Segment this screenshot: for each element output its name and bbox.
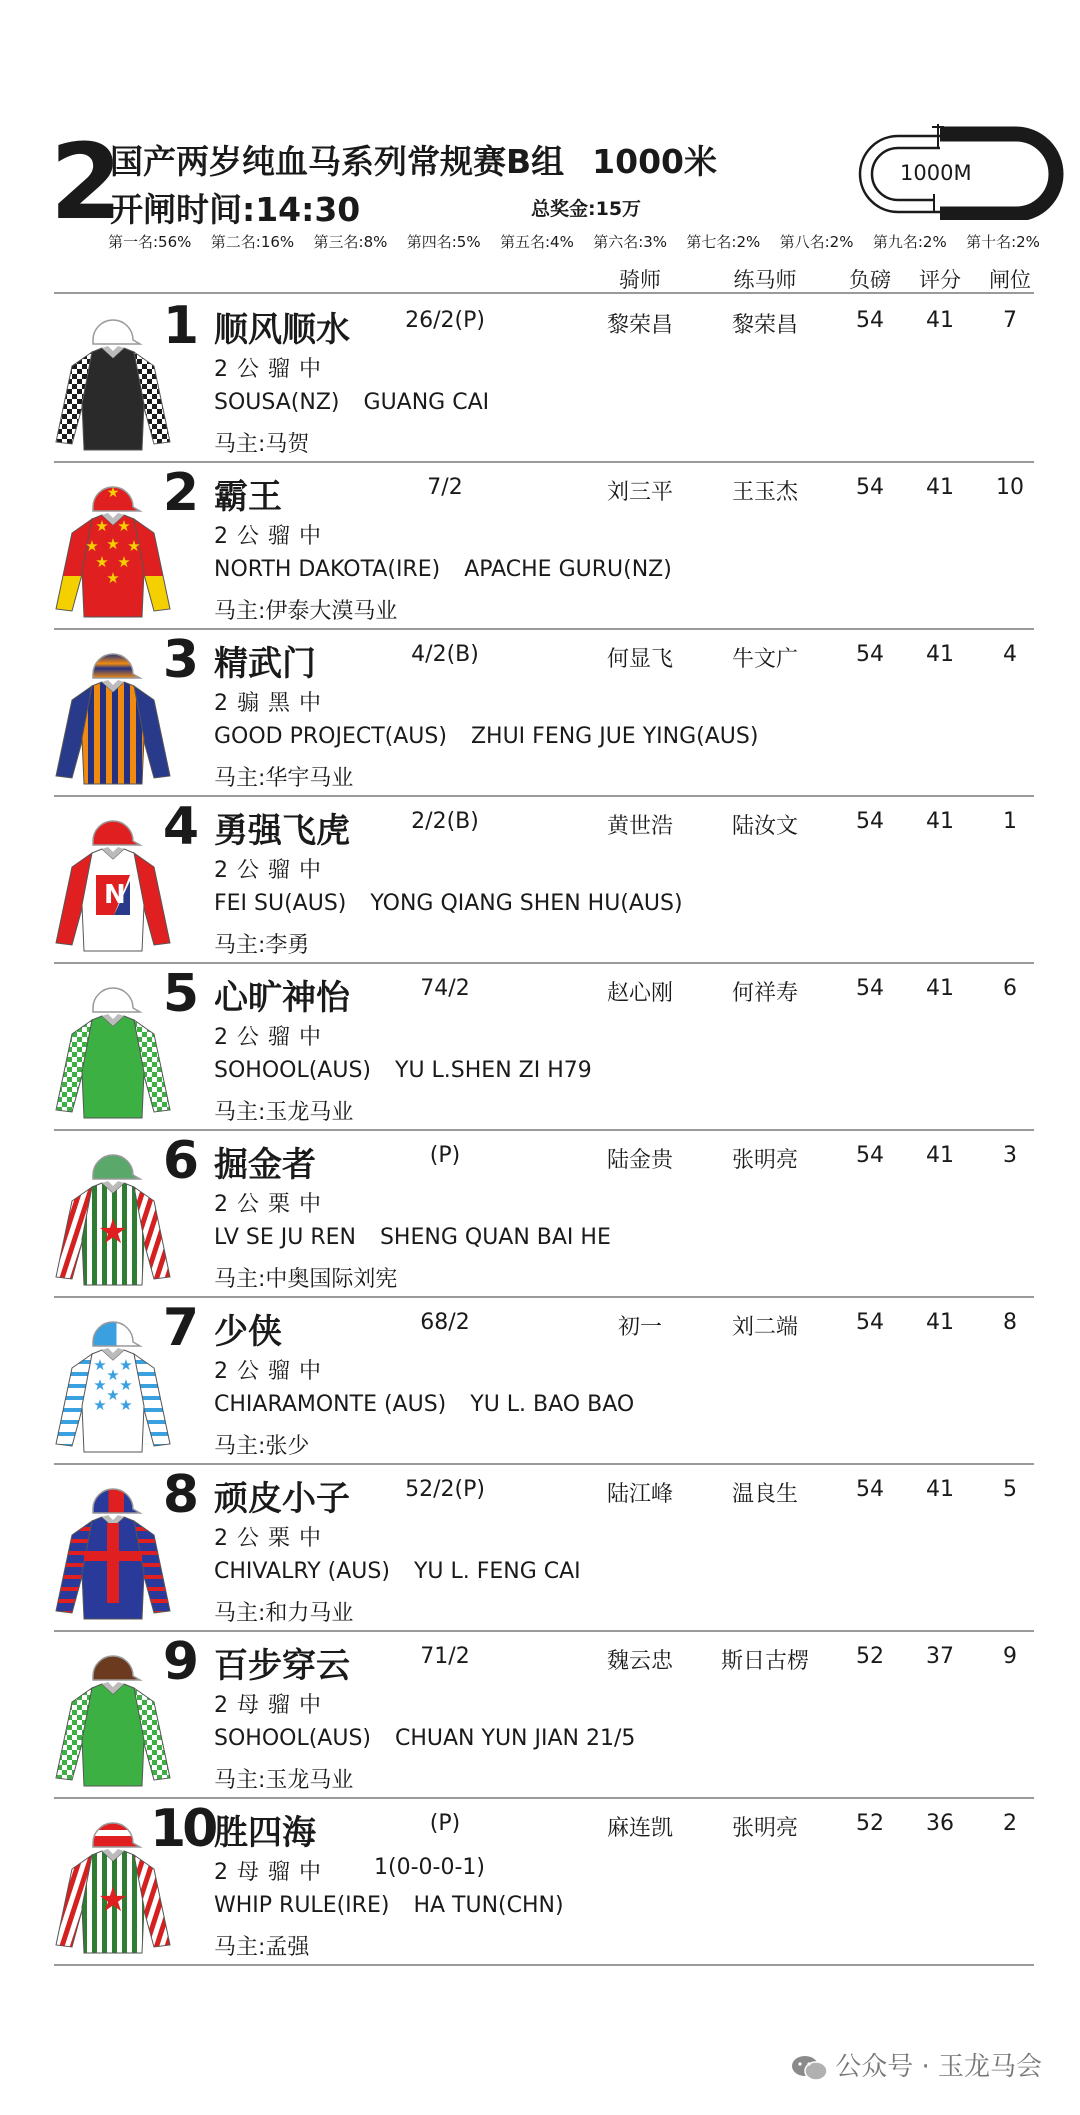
col-jockey: 骑师 [619, 268, 661, 292]
saddle-number: 1 [162, 296, 200, 356]
odds: (P) [429, 1143, 461, 1168]
row-divider [54, 1964, 1034, 1966]
saddle-number: 8 [162, 1465, 200, 1525]
col-trainer: 练马师 [733, 268, 797, 292]
payout-item: 第六名:3% [593, 233, 668, 251]
draw: 1 [1003, 809, 1017, 834]
jockey: 麻连凯 [606, 1816, 673, 1841]
dam: YONG QIANG SHEN HU(AUS) [370, 891, 683, 916]
svg-text:★: ★ [95, 517, 109, 535]
owner: 马主:李勇 [214, 933, 310, 958]
weight: 54 [856, 642, 884, 667]
jockey: 黄世浩 [606, 814, 673, 839]
draw: 4 [1003, 642, 1017, 667]
rating: 41 [926, 976, 954, 1001]
horse-name: 精武门 [214, 644, 316, 684]
svg-text:★: ★ [106, 1386, 120, 1404]
svg-text:★: ★ [117, 553, 131, 571]
jockey-silks-icon [52, 1139, 174, 1289]
owner: 马主:孟强 [214, 1935, 310, 1960]
saddle-number: 10 [150, 1799, 215, 1859]
horse-info: 2公栗中 [214, 1192, 330, 1217]
pedigree [214, 1893, 564, 1918]
svg-text:★: ★ [97, 1212, 129, 1252]
race-title [110, 136, 717, 183]
cap [93, 821, 140, 845]
svg-text:★: ★ [106, 1366, 120, 1384]
weight: 54 [856, 1143, 884, 1168]
payout-item: 第五名:4% [499, 233, 574, 251]
weight: 54 [856, 809, 884, 834]
svg-text:★: ★ [119, 1356, 133, 1374]
col-weight: 负磅 [849, 268, 891, 292]
owner: 马主:伊泰大漠马业 [214, 599, 398, 624]
horse-name: 百步穿云 [214, 1646, 350, 1686]
horse-name: 顺风顺水 [214, 310, 350, 350]
jockey-silks-icon [52, 1640, 174, 1790]
rating: 41 [926, 1310, 954, 1335]
svg-text:★: ★ [85, 537, 99, 555]
owner: 马主:华宇马业 [214, 766, 354, 791]
saddle-number: 3 [162, 630, 200, 690]
svg-text:★: ★ [106, 485, 120, 501]
race-record: 1(0-0-0-1) [374, 1855, 485, 1880]
jockey-silks-icon [52, 638, 174, 788]
horse-name: 霸王 [214, 477, 282, 517]
owner: 马主:和力马业 [214, 1601, 354, 1626]
track-icon [850, 124, 1070, 220]
rating: 41 [926, 308, 954, 333]
horse-name: 胜四海 [214, 1813, 316, 1853]
jockey: 陆江峰 [606, 1482, 673, 1507]
draw: 3 [1003, 1143, 1017, 1168]
odds: 74/2 [420, 976, 470, 1001]
sire: NORTH DAKOTA(IRE) [214, 557, 441, 582]
horse-info: 2公栗中 [214, 1526, 330, 1551]
svg-text:★: ★ [93, 1376, 107, 1394]
column-headers [0, 264, 1080, 294]
draw: 9 [1003, 1644, 1017, 1669]
draw: 10 [996, 475, 1024, 500]
horse-info: 2母骝中 [214, 1860, 330, 1885]
jockey-silks-icon [52, 1306, 174, 1456]
trainer: 张明亮 [731, 1816, 798, 1841]
owner: 马主:中奥国际刘宪 [214, 1267, 398, 1292]
weight: 54 [856, 308, 884, 333]
sire: FEI SU(AUS) [214, 891, 347, 916]
payout-item: 第二名:16% [210, 233, 295, 251]
cap [93, 320, 140, 344]
owner: 马主:马贺 [214, 432, 310, 457]
svg-text:★: ★ [106, 569, 120, 587]
horse-name: 心旷神怡 [214, 978, 350, 1018]
svg-text:N: N [104, 880, 126, 910]
pedigree [214, 724, 758, 749]
draw: 7 [1003, 308, 1017, 333]
wechat-icon [791, 2054, 829, 2082]
dam: APACHE GURU(NZ) [464, 557, 672, 582]
sire: CHIVALRY (AUS) [214, 1559, 390, 1584]
runner-row [0, 296, 1080, 463]
draw: 8 [1003, 1310, 1017, 1335]
jockey: 陆金贵 [606, 1148, 673, 1173]
odds: 2/2(B) [411, 809, 479, 834]
sire: SOUSA(NZ) [214, 390, 340, 415]
race-name: 国产两岁纯血马系列常规赛B组 [110, 142, 565, 181]
runner-row [0, 964, 1080, 1131]
svg-text:★: ★ [127, 537, 141, 555]
svg-text:★: ★ [93, 1396, 107, 1414]
runner-row [0, 463, 1080, 630]
sire: SOHOOL(AUS) [214, 1058, 371, 1083]
jockey-silks-icon [52, 1473, 174, 1623]
payout-split [108, 231, 1040, 252]
weight: 54 [856, 1477, 884, 1502]
runner-row [0, 1131, 1080, 1298]
track-diagram [850, 124, 1070, 220]
odds: 4/2(B) [411, 642, 479, 667]
saddle-number: 7 [162, 1298, 200, 1358]
svg-text:★: ★ [119, 1396, 133, 1414]
payout-item: 第九名:2% [872, 233, 947, 251]
rating: 41 [926, 1143, 954, 1168]
weight: 52 [856, 1644, 884, 1669]
dam: HA TUN(CHN) [413, 1893, 564, 1918]
runner-row [0, 1465, 1080, 1632]
jockey: 魏云忠 [606, 1649, 673, 1674]
trainer: 王玉杰 [731, 480, 798, 505]
cap [93, 1823, 140, 1847]
horse-name: 少侠 [214, 1312, 282, 1352]
saddle-number: 9 [162, 1632, 200, 1692]
trainer: 斯日古楞 [720, 1649, 809, 1674]
payout-item: 第十名:2% [966, 233, 1040, 251]
runner-row [0, 797, 1080, 964]
weight: 52 [856, 1811, 884, 1836]
cap [93, 1489, 140, 1513]
horse-name: 掘金者 [214, 1145, 316, 1185]
svg-text:★: ★ [117, 517, 131, 535]
owner: 马主:玉龙马业 [214, 1100, 354, 1125]
rating: 41 [926, 809, 954, 834]
draw: 6 [1003, 976, 1017, 1001]
rating: 37 [926, 1644, 954, 1669]
saddle-number: 6 [162, 1131, 200, 1191]
rating: 41 [926, 642, 954, 667]
runner-row [0, 1298, 1080, 1465]
trainer: 温良生 [731, 1482, 798, 1507]
runner-row [0, 630, 1080, 797]
trainer: 牛文广 [731, 647, 798, 672]
jockey-silks-icon [52, 471, 174, 621]
dam: YU L. FENG CAI [413, 1559, 581, 1584]
track-distance-label: 1000M [900, 161, 972, 185]
horse-name: 顽皮小子 [214, 1479, 350, 1519]
horse-name: 勇强飞虎 [214, 811, 350, 851]
horse-info: 2母骝中 [214, 1693, 330, 1718]
rating: 36 [926, 1811, 954, 1836]
svg-text:★: ★ [97, 1880, 129, 1920]
odds: 68/2 [420, 1310, 470, 1335]
cap [93, 1656, 140, 1680]
footer [791, 2046, 1042, 2083]
jockey: 初一 [617, 1315, 662, 1340]
svg-text:★: ★ [106, 535, 120, 553]
horse-info: 2公骝中 [214, 524, 330, 549]
dam: ZHUI FENG JUE YING(AUS) [470, 724, 759, 749]
horse-info: 2公骝中 [214, 858, 330, 883]
sire: LV SE JU REN [214, 1225, 356, 1250]
cap [93, 988, 140, 1012]
dam: YU L. BAO BAO [470, 1392, 635, 1417]
sire: GOOD PROJECT(AUS) [214, 724, 447, 749]
footer-text: 公众号 · 玉龙马会 [835, 2052, 1042, 2082]
race-distance: 1000米 [592, 142, 718, 181]
pedigree [214, 1559, 581, 1584]
odds: (P) [429, 1811, 461, 1836]
odds: 52/2(P) [405, 1477, 485, 1502]
saddle-number: 2 [162, 463, 200, 523]
draw: 5 [1003, 1477, 1017, 1502]
trainer: 张明亮 [731, 1148, 798, 1173]
payout-item: 第八名:2% [779, 233, 854, 251]
horse-info: 2公骝中 [214, 357, 330, 382]
pedigree [214, 1392, 634, 1417]
jockey-silks-icon [52, 972, 174, 1122]
odds: 26/2(P) [405, 308, 485, 333]
payout-item: 第四名:5% [406, 233, 481, 251]
pedigree [214, 891, 683, 916]
weight: 54 [856, 976, 884, 1001]
horse-info: 2公骝中 [214, 1359, 330, 1384]
payout-item: 第七名:2% [686, 233, 761, 251]
owner: 马主:玉龙马业 [214, 1768, 354, 1793]
weight: 54 [856, 1310, 884, 1335]
pedigree [214, 1058, 592, 1083]
sire: SOHOOL(AUS) [214, 1726, 371, 1751]
jockey: 赵心刚 [606, 981, 673, 1006]
dam: CHUAN YUN JIAN 21/5 [395, 1726, 636, 1751]
trainer: 何祥寿 [731, 981, 798, 1006]
trainer: 黎荣昌 [731, 313, 798, 338]
sire: WHIP RULE(IRE) [214, 1893, 390, 1918]
odds: 7/2 [427, 475, 463, 500]
runner-row [0, 1799, 1080, 1966]
weight: 54 [856, 475, 884, 500]
rating: 41 [926, 1477, 954, 1502]
sire: CHIARAMONTE (AUS) [214, 1392, 447, 1417]
saddle-number: 4 [162, 797, 200, 857]
dam: YU L.SHEN ZI H79 [395, 1058, 592, 1083]
jockey: 黎荣昌 [606, 313, 673, 338]
horse-info: 2公骝中 [214, 1025, 330, 1050]
trainer: 陆汝文 [731, 814, 798, 839]
draw: 2 [1003, 1811, 1017, 1836]
cap [93, 654, 140, 678]
dam: SHENG QUAN BAI HE [379, 1225, 611, 1250]
runner-row [0, 1632, 1080, 1799]
col-rating: 评分 [919, 268, 961, 292]
pedigree [214, 1726, 635, 1751]
horse-info: 2骟黑中 [214, 691, 330, 716]
payout-item: 第一名:56% [108, 233, 192, 251]
jockey: 刘三平 [606, 480, 673, 505]
cap [93, 1155, 140, 1179]
race-header [50, 121, 1040, 258]
owner: 马主:张少 [214, 1434, 310, 1459]
pedigree [214, 1225, 611, 1250]
total-prize: 总奖金:15万 [531, 198, 642, 220]
cap [93, 1322, 140, 1346]
jockey: 何显飞 [606, 647, 673, 672]
jockey-silks-icon [52, 805, 174, 955]
rating: 41 [926, 475, 954, 500]
jockey-silks-icon [52, 304, 174, 454]
trainer: 刘二端 [731, 1315, 798, 1340]
odds: 71/2 [420, 1644, 470, 1669]
svg-text:★: ★ [119, 1376, 133, 1394]
svg-text:★: ★ [95, 553, 109, 571]
dam: GUANG CAI [363, 390, 490, 415]
svg-text:★: ★ [93, 1356, 107, 1374]
race-number: 2 [50, 121, 123, 243]
start-time: 开闸时间:14:30 [110, 190, 361, 229]
pedigree [214, 390, 489, 415]
payout-item: 第三名:8% [313, 233, 388, 251]
pedigree [214, 557, 672, 582]
saddle-number: 5 [162, 964, 200, 1024]
col-draw: 闸位 [989, 268, 1031, 292]
